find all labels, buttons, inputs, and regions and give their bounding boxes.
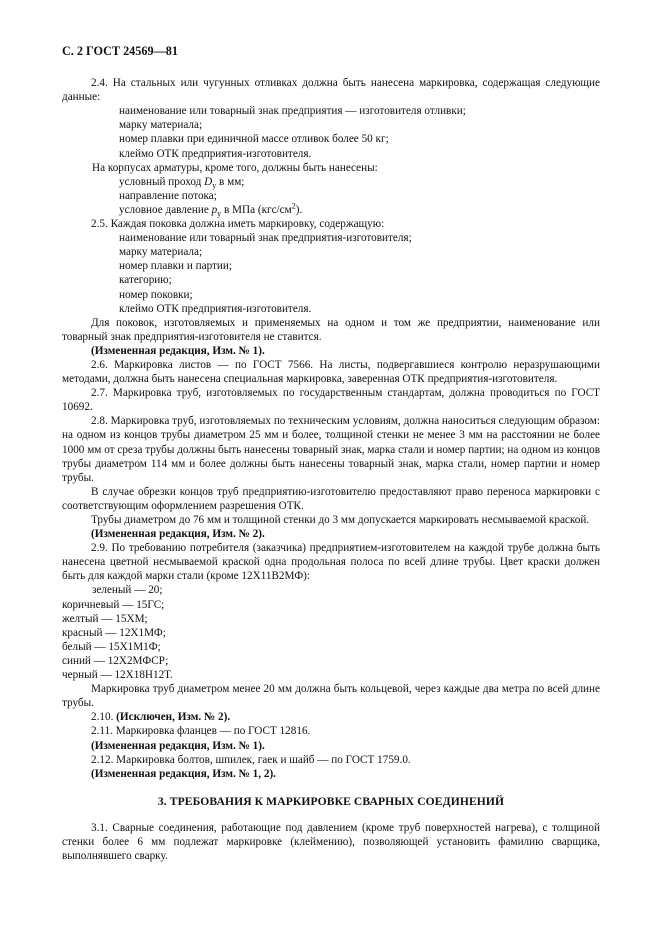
- color-item: красный — 12Х1МФ;: [62, 626, 166, 639]
- list-item: наименование или товарный знак предприятия-изготовителя;: [119, 232, 412, 245]
- list-item: клеймо ОТК предприятия-изготовителя.: [119, 302, 312, 315]
- revision-note: (Измененная редакция, Изм. № 1, 2).: [91, 767, 276, 780]
- clause-2-5: 2.5. Каждая поковка должна иметь маркировку, содержащую:: [91, 218, 385, 231]
- list-item: наименование или товарный знак предприятия — изготовителя отливки;: [119, 105, 466, 118]
- color-item: коричневый — 15ГС;: [62, 598, 165, 611]
- paragraph-obrezka: В случае обрезки концов труб предприятию-изготовителю предоставляют право переноса маркировки с соответствующим оформлением разрешения ОТК.: [62, 485, 600, 512]
- page-header: С. 2 ГОСТ 24569—81: [62, 44, 178, 58]
- list-item-pressure: условное давление $p_y$ в МПа $(кгс/см^2)$.: [119, 201, 303, 219]
- color-item: белый — 15Х1М1Ф;: [62, 640, 161, 653]
- list-item: марку материала;: [119, 246, 203, 259]
- color-item: зеленый — 20;: [92, 584, 163, 597]
- section-3-title: 3. ТРЕБОВАНИЯ К МАРКИРОВКЕ СВАРНЫХ СОЕДИНЕНИЙ: [157, 794, 505, 808]
- list-item: клеймо ОТК предприятия-изготовителя.: [119, 147, 312, 160]
- paragraph-20mm: Маркировка труб диаметром менее 20 мм должна быть кольцевой, через каждые два метра по всей длине трубы.: [62, 683, 600, 710]
- revision-note: (Измененная редакция, Изм. № 1).: [91, 739, 265, 752]
- color-item: черный — 12Х18Н12Т.: [62, 669, 173, 682]
- clause-2-9: 2.9. По требованию потребителя (заказчика) предприятием-изготовителем на каждой трубе должна быть нанесена цветной несмываемой краской одна продольная полоса по всей длине трубы. Цвет краски должен быть для каждой марки стали (кроме 12Х11В2МФ):: [62, 542, 600, 583]
- list-item: номер поковки;: [119, 288, 193, 301]
- clause-2-6: 2.6. Маркировка листов — по ГОСТ 7566. На листы, подвергавшиеся контролю неразрушающими методами, должна быть нанесена специальная маркировка, заверенная ОТК предприятия-изготовителя.: [62, 358, 600, 386]
- clause-2-7: 2.7. Маркировка труб, изготовляемых по государственным стандартам, должна проводиться по ГОСТ 10692.: [62, 387, 600, 414]
- paragraph-pokovki: Для поковок, изготовляемых и применяемых на одном и том же предприятии, наименование или товарный знак предприятия-изготовителя не ставится.: [62, 316, 600, 343]
- paragraph-korpus: На корпусах арматуры, кроме того, должны быть нанесены:: [92, 161, 378, 174]
- list-item: направление потока;: [119, 189, 217, 202]
- clause-3-1: 3.1. Сварные соединения, работающие под давлением (кроме труб поверхностей нагрева), с толщиной стенки более 6 мм подлежат маркировке (клеймению), позволяющей установить фамилию сварщика, выполнявшего сварку.: [62, 821, 600, 863]
- list-item: номер плавки при единичной массе отливок более 50 кг;: [119, 133, 389, 146]
- list-item-dn: условный проход $D_y$ в мм;: [119, 175, 245, 190]
- paragraph-76mm: Трубы диаметром до 76 мм и толщиной стенки до 3 мм допускается маркировать несмываемой краской.: [91, 514, 590, 526]
- color-item: желтый — 15ХМ;: [62, 612, 148, 625]
- clause-2-10: 2.10. (Исключен, Изм. № 2).: [91, 711, 231, 724]
- clause-2-8: 2.8. Маркировка труб, изготовляемых по техническим условиям, должна наноситься следующим образом: на одном из концов трубы диаметром 25 мм и более, толщиной стенки не менее 3 мм на расстоянии не более 1000 мм от среза трубы должны быть нанесены товарный знак, марка стали и номер партии; на одном из концов трубы диаметром 114 мм и более должны быть нанесены товарный знак, марка стали, номер партии и номер трубы.: [62, 415, 600, 484]
- clause-2-12: 2.12. Маркировка болтов, шпилек, гаек и шайб — по ГОСТ 1759.0.: [91, 753, 411, 766]
- revision-note: (Измененная редакция, Изм. № 2).: [91, 528, 265, 541]
- document-page: [62, 44, 600, 863]
- clause-2-11: 2.11. Маркировка фланцев — по ГОСТ 12816.: [91, 725, 311, 738]
- list-item: номер плавки и партии;: [119, 260, 232, 273]
- clause-2-4: 2.4. На стальных или чугунных отливках должна быть нанесена маркировка, содержащая следующие данные:: [62, 77, 600, 104]
- list-item: категорию;: [119, 274, 172, 287]
- color-item: синий — 12Х2МФСР;: [62, 654, 169, 667]
- list-item: марку материала;: [119, 119, 203, 132]
- revision-note: (Измененная редакция, Изм. № 1).: [91, 344, 265, 357]
